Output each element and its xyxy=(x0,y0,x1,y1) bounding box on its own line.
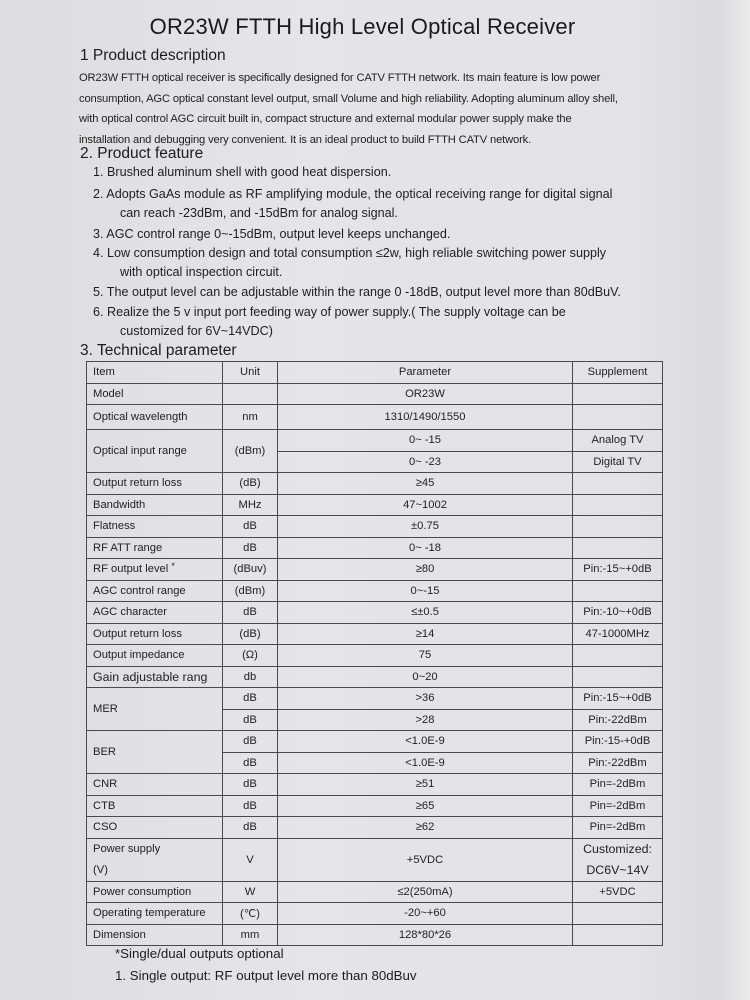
cell-supplement xyxy=(573,903,663,925)
feature-item: 2. Adopts GaAs module as RF amplifying module, the optical receiving range for digital signal xyxy=(93,187,613,201)
column-header-item: Item xyxy=(87,362,223,384)
cell-item-text: RF output level xyxy=(93,563,169,576)
cell-unit: (dB) xyxy=(223,623,278,645)
table-row xyxy=(87,903,663,925)
table-row xyxy=(87,838,663,881)
cell-supplement xyxy=(573,666,663,688)
cell-item: Model xyxy=(87,383,223,405)
feature-item: 1. Brushed aluminum shell with good heat dispersion. xyxy=(93,165,392,179)
document-title: OR23W FTTH High Level Optical Receiver xyxy=(149,14,576,39)
cell-supplement xyxy=(573,537,663,559)
column-header-supplement: Supplement xyxy=(573,362,663,384)
cell-item: Power consumption xyxy=(87,881,223,903)
table-row xyxy=(87,516,663,538)
table-row xyxy=(87,623,663,645)
cell-supplement: Digital TV xyxy=(573,451,663,473)
table-row xyxy=(87,602,663,624)
cell-item: MER xyxy=(87,688,223,731)
cell-unit: dB xyxy=(223,709,278,731)
table-row xyxy=(87,559,663,581)
cell-unit: (dB) xyxy=(223,473,278,495)
cell-supplement: Pin:-22dBm xyxy=(573,752,663,774)
cell-parameter: +5VDC xyxy=(278,838,573,881)
cell-item: AGC control range xyxy=(87,580,223,602)
cell-parameter: 0~-15 xyxy=(278,580,573,602)
cell-parameter: <1.0E-9 xyxy=(278,731,573,753)
cell-unit: dB xyxy=(223,731,278,753)
cell-unit: dB xyxy=(223,537,278,559)
cell-parameter: ≥14 xyxy=(278,623,573,645)
table-row xyxy=(87,383,663,405)
cell-parameter: <1.0E-9 xyxy=(278,752,573,774)
cell-item: CNR xyxy=(87,774,223,796)
cell-parameter: ≤2(250mA) xyxy=(278,881,573,903)
cell-parameter: 47~1002 xyxy=(278,494,573,516)
cell-supplement: Pin:-15~+0dB xyxy=(573,559,663,581)
table-row xyxy=(87,881,663,903)
cell-item: Dimension xyxy=(87,924,223,946)
cell-parameter: ≥80 xyxy=(278,559,573,581)
cell-parameter: ≤±0.5 xyxy=(278,602,573,624)
column-header-unit: Unit xyxy=(223,362,278,384)
cell-supplement: Pin=-2dBm xyxy=(573,817,663,839)
cell-supplement: +5VDC xyxy=(573,881,663,903)
cell-parameter: 0~ -18 xyxy=(278,537,573,559)
cell-item: Bandwidth xyxy=(87,494,223,516)
cell-supplement: Pin:-15~+0dB xyxy=(573,688,663,710)
cell-supplement: Pin=-2dBm xyxy=(573,774,663,796)
cell-supplement xyxy=(573,494,663,516)
table-row xyxy=(87,537,663,559)
cell-parameter: ≥65 xyxy=(278,795,573,817)
table-row xyxy=(87,817,663,839)
footnotes xyxy=(115,946,417,990)
cell-supplement: 47-1000MHz xyxy=(573,623,663,645)
cell-item: Flatness xyxy=(87,516,223,538)
cell-unit: MHz xyxy=(223,494,278,516)
cell-supplement: Pin=-2dBm xyxy=(573,795,663,817)
table-header-row xyxy=(87,362,663,384)
table-row xyxy=(87,494,663,516)
cell-parameter: >28 xyxy=(278,709,573,731)
footnote-marker: * xyxy=(171,561,175,572)
table-row xyxy=(87,430,663,452)
cell-supplement: Pin:-22dBm xyxy=(573,709,663,731)
cell-supplement xyxy=(573,473,663,495)
cell-unit: dB xyxy=(223,795,278,817)
cell-supplement: Analog TV xyxy=(573,430,663,452)
feature-item: 5. The output level can be adjustable within the range 0 -18dB, output level more than 80dBuV. xyxy=(93,285,621,299)
feature-item: 3. AGC control range 0~-15dBm, output level keeps unchanged. xyxy=(93,227,451,241)
description-line: OR23W FTTH optical receiver is specifically designed for CATV FTTH network. Its main feature is low power xyxy=(79,72,601,84)
cell-parameter: -20~+60 xyxy=(278,903,573,925)
cell-parameter: ±0.75 xyxy=(278,516,573,538)
cell-supplement xyxy=(573,383,663,405)
column-header-parameter: Parameter xyxy=(278,362,573,384)
cell-unit: dB xyxy=(223,817,278,839)
cell-item: BER xyxy=(87,731,223,774)
description-paragraph xyxy=(79,68,659,150)
cell-item: Operating temperature xyxy=(87,903,223,925)
cell-item: Optical input range xyxy=(87,430,223,473)
cell-parameter: 1310/1490/1550 xyxy=(278,405,573,430)
cell-unit: dB xyxy=(223,602,278,624)
cell-unit: dB xyxy=(223,516,278,538)
cell-item xyxy=(87,838,223,881)
cell-item-line: Power supply xyxy=(93,842,161,855)
feature-item: 4. Low consumption design and total consumption ≤2w, high reliable switching power supply xyxy=(93,246,607,260)
cell-supplement xyxy=(573,838,663,881)
table-row xyxy=(87,924,663,946)
cell-unit: V xyxy=(223,838,278,881)
table-row xyxy=(87,688,663,710)
cell-parameter: ≥45 xyxy=(278,473,573,495)
table-row xyxy=(87,666,663,688)
cell-supplement xyxy=(573,645,663,667)
cell-unit: (Ω) xyxy=(223,645,278,667)
footnote-line: *Single/dual outputs optional xyxy=(115,946,284,961)
cell-unit: dB xyxy=(223,752,278,774)
table-row xyxy=(87,774,663,796)
cell-supplement xyxy=(573,516,663,538)
cell-unit: (dBm) xyxy=(223,430,278,473)
cell-item: AGC character xyxy=(87,602,223,624)
cell-unit: dB xyxy=(223,774,278,796)
cell-supplement xyxy=(573,924,663,946)
cell-parameter: 0~ -23 xyxy=(278,451,573,473)
feature-item-continuation: customized for 6V~14VDC) xyxy=(120,324,273,338)
cell-supplement: Pin:-10~+0dB xyxy=(573,602,663,624)
cell-supplement-line: Customized: xyxy=(583,841,652,856)
cell-parameter: 0~ -15 xyxy=(278,430,573,452)
cell-item: Output return loss xyxy=(87,623,223,645)
description-line: with optical control AGC circuit built in, compact structure and external modular power supply make the xyxy=(79,113,572,125)
cell-item: Output return loss xyxy=(87,473,223,495)
cell-unit: (dBm) xyxy=(223,580,278,602)
section-heading-description: 1 Product description xyxy=(80,47,226,64)
cell-unit xyxy=(223,383,278,405)
cell-item: RF ATT range xyxy=(87,537,223,559)
cell-item: CTB xyxy=(87,795,223,817)
feature-item-continuation: with optical inspection circuit. xyxy=(120,265,283,279)
cell-parameter: ≥62 xyxy=(278,817,573,839)
technical-parameter-table xyxy=(86,361,663,946)
cell-parameter: OR23W xyxy=(278,383,573,405)
cell-item-line: (V) xyxy=(93,863,108,876)
cell-supplement: Pin:-15-+0dB xyxy=(573,731,663,753)
table-row xyxy=(87,731,663,753)
cell-unit: mm xyxy=(223,924,278,946)
cell-item: Output impedance xyxy=(87,645,223,667)
cell-unit: nm xyxy=(223,405,278,430)
cell-parameter: 0~20 xyxy=(278,666,573,688)
cell-item: CSO xyxy=(87,817,223,839)
cell-parameter: ≥51 xyxy=(278,774,573,796)
cell-supplement xyxy=(573,405,663,430)
table-row xyxy=(87,473,663,495)
description-line: consumption, AGC optical constant level output, small Volume and high reliability. Adopting aluminum alloy shell, xyxy=(79,92,618,105)
cell-unit: W xyxy=(223,881,278,903)
cell-item: Gain adjustable rang xyxy=(87,666,223,688)
cell-unit: db xyxy=(223,666,278,688)
cell-parameter: >36 xyxy=(278,688,573,710)
footnote-line: 1. Single output: RF output level more than 80dBuv xyxy=(115,968,417,983)
cell-parameter: 75 xyxy=(278,645,573,667)
cell-supplement-line: DC6V~14V xyxy=(586,862,649,877)
feature-item-continuation: can reach -23dBm, and -15dBm for analog signal. xyxy=(120,206,398,220)
section-heading-technical: 3. Technical parameter xyxy=(80,342,237,359)
cell-unit: (℃) xyxy=(223,903,278,925)
cell-item xyxy=(87,559,223,581)
cell-supplement xyxy=(573,580,663,602)
table-row xyxy=(87,405,663,430)
cell-unit: dB xyxy=(223,688,278,710)
table-row xyxy=(87,580,663,602)
description-line: installation and debugging very convenient. It is an ideal product to build FTTH CATV network. xyxy=(79,133,532,146)
section-heading-features: 2. Product feature xyxy=(80,145,204,162)
table-row xyxy=(87,645,663,667)
cell-item: Optical wavelength xyxy=(87,405,223,430)
cell-unit: (dBuv) xyxy=(223,559,278,581)
table-row xyxy=(87,795,663,817)
feature-item: 6. Realize the 5 v input port feeding way of power supply.( The supply voltage can be xyxy=(93,305,566,319)
cell-parameter: 128*80*26 xyxy=(278,924,573,946)
